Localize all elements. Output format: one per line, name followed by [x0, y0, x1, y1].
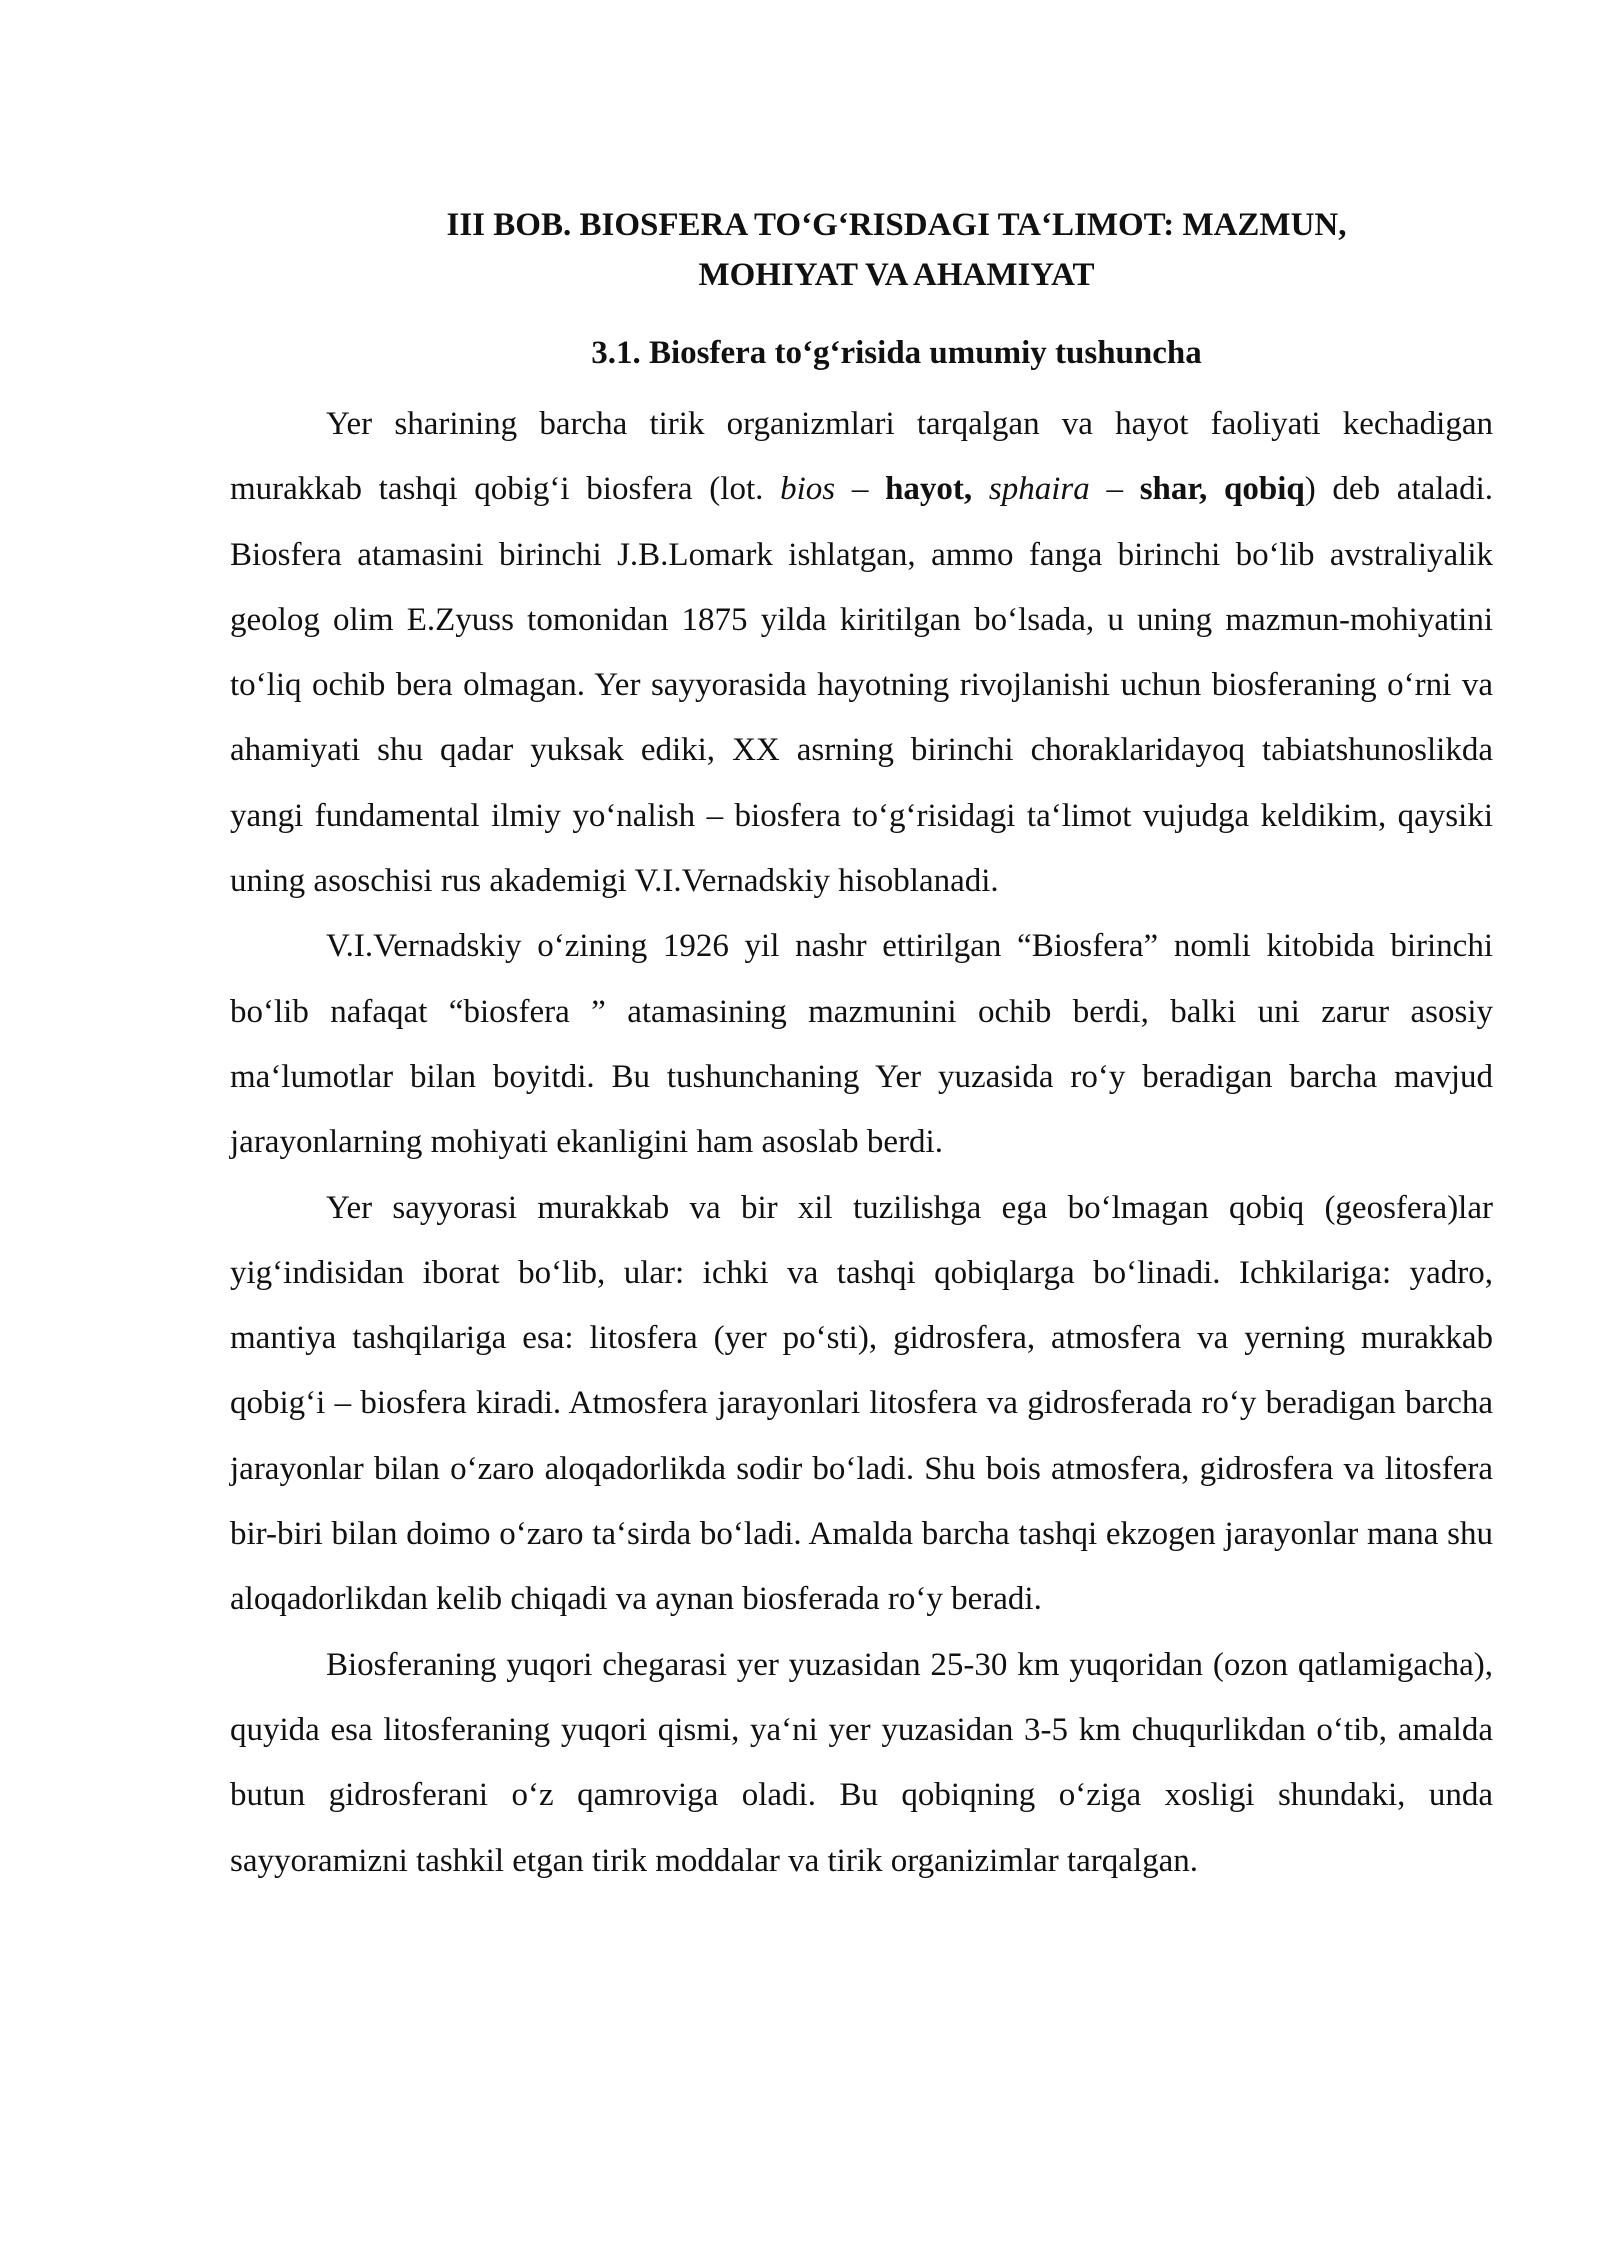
document-page [230, 200, 1493, 1894]
chapter-title-line-2: MOHIYAT VA AHAMIYAT [698, 257, 1095, 293]
p1-text-2: ) deb ataladi. Biosfera atamasini birinchi J.B.Lomark ishlatgan, ammo fanga birinchi bo‘lib avstraliyalik geolog olim E.Zyuss tomonidan 1875 yilda kiritilgan bo‘lsada, u uning mazmun-mohiyatini to‘liq ochib bera olmagan. Yer sayyorasida hayotning rivojlanishi uchun biosferaning o‘rni va ahamiyati shu qadar yuksak ediki, XX asrning birinchi choraklaridayoq tabiatshunoslikda yangi fundamental ilmiy yo‘nalish – biosfera to‘g‘risidagi ta‘limot vujudga keldikim, qaysiki uning asoschisi rus akademigi V.I.Vernadskiy hisoblanadi. [230, 471, 1494, 900]
paragraph-2: V.I.Vernadskiy o‘zining 1926 yil nashr ettirilgan “Biosfera” nomli kitobida birinchi bo‘lib nafaqat “biosfera ” atamasining mazmunini ochib berdi, balki uni zarur asosiy ma‘lumotlar bilan boyitdi. Bu tushunchaning Yer yuzasida ro‘y beradigan barcha mavjud jarayonlarning mohiyati ekanligini ham asoslab berdi. [230, 928, 1493, 1161]
p1-term-sphaira: sphaira [988, 471, 1090, 508]
section-title: 3.1. Biosfera to‘g‘risida umumiy tushuncha [591, 335, 1202, 371]
p1-dash-2: – [1089, 471, 1140, 508]
paragraph-3: Yer sayyorasi murakkab va bir xil tuzilishga ega bo‘lmagan qobiq (geosfera)lar yig‘indisidan iborat bo‘lib, ular: ichki va tashqi qobiqlarga bo‘linadi. Ichkilariga: yadro, mantiya tashqilariga esa: litosfera (yer po‘sti), gidrosfera, atmosfera va yerning murakkab qobig‘i – biosfera kiradi. Atmosfera jarayonlari litosfera va gidrosferada ro‘y beradigan barcha jarayonlar bilan o‘zaro aloqadorlikda sodir bo‘ladi. Shu bois atmosfera, gidrosfera va litosfera bir-biri bilan doimo o‘zaro ta‘sirda bo‘ladi. Amalda barcha tashqi ekzogen jarayonlar mana shu aloqadorlikdan kelib chiqadi va aynan biosferada ro‘y beradi. [230, 1189, 1493, 1618]
chapter-title [230, 200, 1493, 300]
p1-text-1: Yer sharining barcha tirik organizmlari tarqalgan va hayot faoliyati kechadigan murakkab tashqi qobig‘i biosfera (lot. [230, 406, 1493, 508]
p1-space [972, 471, 989, 507]
paragraph-4: Biosferaning yuqori chegarasi yer yuzasidan 25-30 km yuqoridan (ozon qatlamigacha), quyida esa litosferaning yuqori qismi, ya‘ni yer yuzasidan 3-5 km chuqurlikdan o‘tib, amalda butun gidrosferani o‘z qamroviga oladi. Bu qobiqning o‘ziga xosligi shundaki, unda sayyoramizni tashkil etgan tirik moddalar va tirik organizimlar tarqalgan. [230, 1646, 1493, 1879]
p1-term-shar-qobiq: shar, qobiq [1139, 471, 1305, 508]
p1-dash-1: – [835, 471, 886, 508]
p1-term-hayot: hayot, [885, 471, 973, 508]
p1-term-bios: bios [780, 471, 836, 508]
chapter-title-line-1: III BOB. BIOSFERA TO‘G‘RISDAGI TA‘LIMOT: MAZMUN, [446, 207, 1347, 243]
paragraph-1 [230, 392, 1493, 914]
